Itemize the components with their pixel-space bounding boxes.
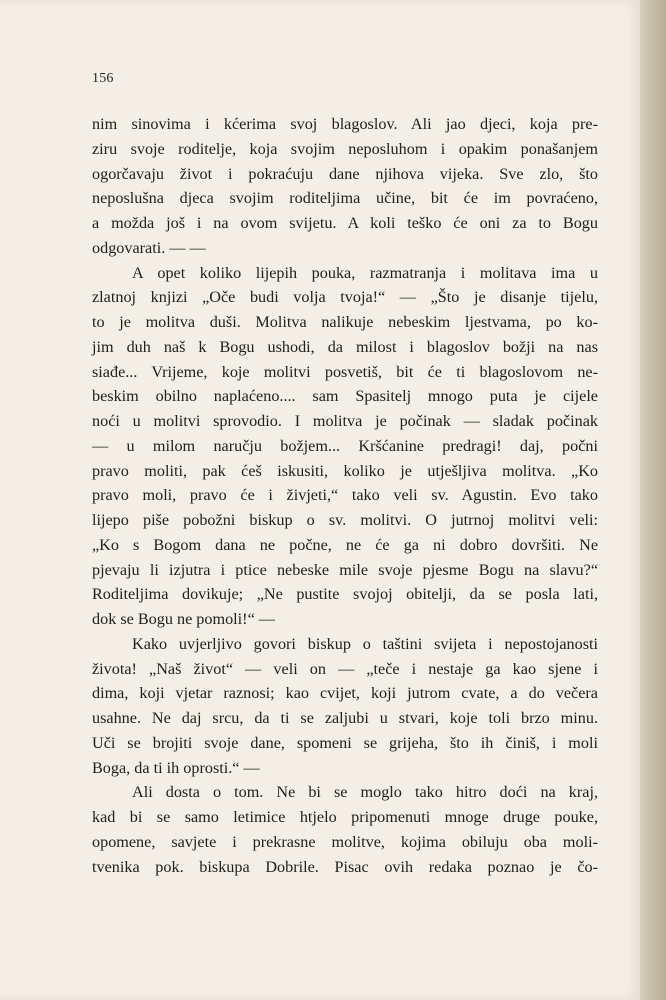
- text-line: pravo moli, pravo će i živjeti,“ tako veli sv. Agustin. Evo tako: [92, 486, 598, 505]
- text-line: ogorčavaju život i pokraćuju dane njihova vijeka. Sve zlo, što: [92, 164, 598, 183]
- text-line: ziru svoje roditelje, koja svojim neposluhom i opakim ponašanjem: [92, 139, 598, 158]
- text-line: Roditeljima dovikuje; „Ne pustite svojoj obitelji, da se posla lati,: [92, 585, 598, 604]
- book-gutter: [640, 0, 666, 1000]
- text-line: Ali dosta o tom. Ne bi se moglo tako hitro doći na kraj,: [132, 783, 598, 802]
- text-line: jim duh naš k Bogu ushodi, da milost i blagoslov božji na nas: [92, 337, 598, 356]
- text-line: nim sinovima i kćerima svoj blagoslov. Ali jao djeci, koja pre-: [92, 115, 598, 133]
- text-line: noći u molitvi sprovodio. I molitva je počinak — sladak počinak: [92, 412, 598, 430]
- text-line: Kako uvjerljivo govori biskup o taštini svijeta i nepostojanosti: [132, 634, 598, 653]
- text-line: neposlušna djeca svojim roditeljima učine, bit će im povraćeno,: [92, 189, 598, 208]
- page-number: 156: [92, 71, 114, 86]
- text-line: siađe... Vrijeme, koje molitvi posvetiš, bit će ti blagoslovom ne-: [92, 362, 598, 381]
- text-line: pjevaju li izjutra i ptice nebeske mile svoje pjesme Bogu na slavu?“: [92, 560, 598, 579]
- text-line: Boga, da ti ih oprosti.“ —: [92, 758, 260, 777]
- text-line: lijepo piše pobožni biskup o sv. molitvi. O jutrnoj molitvi veli:: [92, 511, 598, 529]
- text-line: a možda još i na ovom svijetu. A koli teško će oni za to Bogu: [92, 214, 598, 232]
- page-text: [92, 112, 598, 879]
- text-line: opomene, savjete i prekrasne molitve, kojima obiluju oba moli-: [92, 832, 598, 851]
- text-line: „Ko s Bogom dana ne počne, ne će ga ni dobro dovršiti. Ne: [92, 535, 598, 554]
- text-line: zlatnoj knjizi „Oče budi volja tvoja!“ — „Što je disanje tijelu,: [92, 288, 598, 307]
- text-line: to je molitva duši. Molitva nalikuje nebeskim ljestvama, po ko-: [92, 313, 598, 331]
- text-line: pravo moliti, pak ćeš iskusiti, koliko je utješljiva molitva. „Ko: [92, 461, 598, 480]
- text-line: života! „Naš život“ — veli on — „teče i nestaje ga kao sjene i: [92, 659, 598, 678]
- text-line: beskim obilno naplaćeno.... sam Spasitelj mnogo puta je cijele: [92, 387, 598, 406]
- text-line: A opet koliko lijepih pouka, razmatranja i molitava ima u: [132, 263, 598, 282]
- text-line: kad bi se samo letimice htjelo pripomenuti mnoge druge pouke,: [92, 808, 598, 826]
- text-line: dima, koji vjetar raznosi; kao cvijet, koji jutrom cvate, a do večera: [92, 684, 598, 703]
- text-line: tvenika pok. biskupa Dobrile. Pisac ovih redaka poznao je čo-: [92, 857, 598, 876]
- text-line: odgovarati. — —: [92, 238, 206, 257]
- text-line: Uči se brojiti svoje dane, spomeni se grijeha, što ih činiš, i moli: [92, 733, 598, 752]
- text-line: — u milom naručju božjem... Kršćanine predragi! daj, počni: [92, 436, 598, 455]
- text-line: usahne. Ne daj srcu, da ti se zaljubi u stvari, koje toli brzo minu.: [92, 709, 598, 727]
- text-line: dok se Bogu ne pomoli!“ —: [92, 610, 275, 628]
